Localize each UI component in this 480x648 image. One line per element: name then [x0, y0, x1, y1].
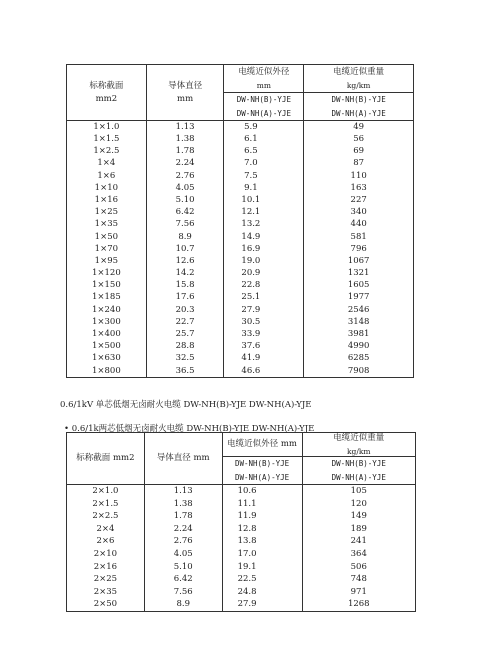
od-cell: 24.8	[222, 586, 302, 599]
diameter-cell: 36.5	[146, 365, 224, 378]
diameter-cell: 2.76	[146, 170, 224, 182]
diameter-cell: 10.7	[146, 243, 224, 255]
conductor-header: 导体直径 mm	[144, 433, 222, 485]
weight-cell: 340	[350, 207, 367, 218]
weight-unit: kg/km	[346, 447, 371, 456]
table-row	[67, 170, 414, 182]
diameter-cell: 32.5	[146, 353, 224, 365]
spec-cell: 1×25	[67, 206, 147, 218]
two-core-caption: • 0.6/1k两芯低烟无卤耐火电缆 DW-NH(B)-YJE DW-NH(A)-YJE	[64, 424, 315, 434]
spec-cell: 2×50	[67, 598, 145, 611]
table-row	[67, 231, 414, 243]
weight-cell: 4990	[347, 341, 370, 352]
spec-cell: 1×300	[67, 316, 147, 328]
spec-cell: 1×1.5	[67, 133, 147, 145]
spec-cell: 2×6	[67, 535, 145, 548]
weight-cell: 440	[350, 219, 367, 230]
spec-cell: 2×10	[67, 548, 145, 561]
weight-model-a: DW-NH(B)-YJE	[304, 93, 414, 107]
spec-cell: 2×25	[67, 573, 145, 586]
weight-cell: 110	[350, 170, 367, 181]
od-cell: 10.1	[224, 194, 304, 206]
weight-cell: 87	[353, 158, 365, 169]
weight-cell: 506	[350, 561, 367, 572]
od-cell: 9.1	[224, 182, 304, 194]
weight-cell: 189	[350, 523, 367, 534]
od-cell: 11.9	[222, 510, 302, 523]
table-row	[67, 498, 416, 511]
od-cell: 6.5	[224, 145, 304, 157]
od-cell: 17.0	[222, 548, 302, 561]
spec-cell: 1×70	[67, 243, 147, 255]
od-model-b: DW-NH(A)-YJE	[222, 471, 302, 485]
od-cell: 16.9	[224, 243, 304, 255]
od-cell: 30.5	[224, 316, 304, 328]
table-row	[67, 194, 414, 206]
spec-cell: 2×35	[67, 586, 145, 599]
section-header	[67, 65, 147, 121]
od-header	[224, 65, 304, 93]
diameter-cell: 2.76	[144, 535, 222, 548]
weight-unit: kg/km	[346, 81, 371, 90]
od-cell: 46.6	[224, 365, 304, 378]
od-cell: 33.9	[224, 328, 304, 340]
diameter-cell: 25.7	[146, 328, 224, 340]
weight-cell: 1605	[347, 280, 370, 291]
table-row	[67, 328, 414, 340]
od-cell: 12.1	[224, 206, 304, 218]
od-cell: 27.9	[222, 598, 302, 611]
weight-model-b: DW-NH(A)-YJE	[302, 471, 415, 485]
od-cell: 14.9	[224, 231, 304, 243]
table1-body	[67, 121, 414, 378]
table-row	[67, 523, 416, 536]
table-row	[67, 243, 414, 255]
table-row	[67, 340, 414, 352]
weight-cell: 1268	[347, 599, 370, 610]
weight-cell: 748	[350, 574, 367, 585]
diameter-cell: 22.7	[146, 316, 224, 328]
diameter-cell: 14.2	[146, 267, 224, 279]
od-cell: 22.5	[222, 573, 302, 586]
weight-label: 电缆近似重量	[333, 432, 385, 443]
table-row	[67, 535, 416, 548]
od-cell: 13.8	[222, 535, 302, 548]
od-cell: 37.6	[224, 340, 304, 352]
diameter-cell: 12.6	[146, 255, 224, 267]
table-row	[67, 133, 414, 145]
weight-cell: 7908	[347, 365, 370, 376]
weight-cell: 971	[350, 586, 367, 597]
two-core-cable-table	[66, 432, 416, 612]
weight-cell: 364	[350, 549, 367, 560]
weight-cell: 1977	[347, 292, 370, 303]
diameter-cell: 5.10	[146, 194, 224, 206]
table-row	[67, 548, 416, 561]
diameter-cell: 7.56	[144, 586, 222, 599]
od-cell: 13.2	[224, 219, 304, 231]
od-cell: 20.9	[224, 267, 304, 279]
table-row	[67, 182, 414, 194]
weight-cell: 227	[350, 194, 367, 205]
diameter-cell: 1.38	[146, 133, 224, 145]
weight-cell: 796	[350, 243, 367, 254]
spec-cell: 1×4	[67, 158, 147, 170]
table-row	[67, 121, 414, 134]
diameter-cell: 6.42	[146, 206, 224, 218]
weight-model-a: DW-NH(B)-YJE	[302, 457, 415, 471]
spec-cell: 1×800	[67, 365, 147, 378]
weight-cell: 105	[350, 486, 367, 497]
od-cell: 6.1	[224, 133, 304, 145]
conductor-label: 导体直径	[168, 81, 203, 91]
weight-header	[304, 65, 414, 93]
weight-cell: 581	[350, 231, 367, 242]
spec-cell: 2×2.5	[67, 510, 145, 523]
od-cell: 19.0	[224, 255, 304, 267]
od-cell: 7.0	[224, 158, 304, 170]
diameter-cell: 6.42	[144, 573, 222, 586]
diameter-cell: 2.24	[146, 158, 224, 170]
diameter-cell: 1.78	[144, 510, 222, 523]
table-row	[67, 485, 416, 498]
table-row	[67, 353, 414, 365]
od-cell: 25.1	[224, 292, 304, 304]
spec-cell: 1×35	[67, 219, 147, 231]
diameter-cell: 4.05	[146, 182, 224, 194]
spec-cell: 1×10	[67, 182, 147, 194]
weight-cell: 1067	[347, 255, 370, 266]
weight-cell: 56	[353, 134, 365, 145]
table-row	[67, 255, 414, 267]
od-label: 电缆近似外径	[238, 66, 290, 77]
spec-cell: 1×185	[67, 292, 147, 304]
spec-cell: 1×16	[67, 194, 147, 206]
od-model-a: DW-NH(B)-YJE	[222, 457, 302, 471]
table-row	[67, 510, 416, 523]
weight-header	[302, 433, 415, 457]
table-row	[67, 561, 416, 574]
od-cell: 19.1	[222, 561, 302, 574]
single-core-caption: 0.6/1kV 单芯低烟无卤耐火电缆 DW-NH(B)-YJE DW-NH(A)-YJE	[60, 400, 312, 410]
section-label: 标称截面	[89, 81, 124, 91]
spec-cell: 1×630	[67, 353, 147, 365]
weight-cell: 2546	[347, 304, 370, 315]
od-cell: 41.9	[224, 353, 304, 365]
table-row	[67, 158, 414, 170]
od-header: 电缆近似外径 mm	[222, 433, 302, 457]
od-model-b: DW-NH(A)-YJE	[224, 107, 304, 121]
weight-cell: 163	[350, 182, 367, 193]
table-row	[67, 365, 414, 378]
od-cell: 10.6	[222, 485, 302, 498]
od-cell: 7.5	[224, 170, 304, 182]
spec-cell: 1×50	[67, 231, 147, 243]
table-row	[67, 206, 414, 218]
diameter-cell: 7.56	[146, 219, 224, 231]
weight-label: 电缆近似重量	[333, 66, 385, 77]
diameter-cell: 8.9	[144, 598, 222, 611]
diameter-cell: 1.13	[144, 485, 222, 498]
table2-body	[67, 485, 416, 612]
od-cell: 12.8	[222, 523, 302, 536]
spec-cell: 1×2.5	[67, 145, 147, 157]
diameter-cell: 28.8	[146, 340, 224, 352]
weight-cell: 3981	[347, 329, 370, 340]
diameter-cell: 15.8	[146, 279, 224, 291]
od-unit: mm	[256, 81, 271, 90]
table-row	[67, 292, 414, 304]
section-unit: mm2	[95, 93, 118, 104]
diameter-cell: 8.9	[146, 231, 224, 243]
od-cell: 5.9	[224, 121, 304, 134]
table-row	[67, 586, 416, 599]
table-row	[67, 279, 414, 291]
spec-cell: 1×120	[67, 267, 147, 279]
spec-cell: 1×150	[67, 279, 147, 291]
conductor-unit: mm	[177, 93, 194, 104]
weight-cell: 3148	[347, 316, 370, 327]
spec-cell: 1×240	[67, 304, 147, 316]
od-model-a: DW-NH(B)-YJE	[224, 93, 304, 107]
spec-cell: 2×4	[67, 523, 145, 536]
spec-cell: 2×16	[67, 561, 145, 574]
conductor-header	[146, 65, 224, 121]
spec-cell: 1×1.0	[67, 121, 147, 134]
weight-cell: 120	[350, 498, 367, 509]
spec-cell: 1×400	[67, 328, 147, 340]
diameter-cell: 17.6	[146, 292, 224, 304]
od-cell: 27.9	[224, 304, 304, 316]
weight-model-b: DW-NH(A)-YJE	[304, 107, 414, 121]
single-core-cable-table	[66, 64, 414, 378]
diameter-cell: 4.05	[144, 548, 222, 561]
diameter-cell: 2.24	[144, 523, 222, 536]
table-row	[67, 145, 414, 157]
weight-cell: 69	[353, 146, 365, 157]
weight-cell: 1321	[347, 268, 370, 279]
od-cell: 11.1	[222, 498, 302, 511]
spec-cell: 2×1.5	[67, 498, 145, 511]
spec-cell: 2×1.0	[67, 485, 145, 498]
table-row	[67, 304, 414, 316]
table-row	[67, 219, 414, 231]
weight-cell: 241	[350, 536, 367, 547]
diameter-cell: 1.78	[146, 145, 224, 157]
spec-cell: 1×6	[67, 170, 147, 182]
od-cell: 22.8	[224, 279, 304, 291]
table-row	[67, 316, 414, 328]
diameter-cell: 1.38	[144, 498, 222, 511]
spec-cell: 1×500	[67, 340, 147, 352]
diameter-cell: 1.13	[146, 121, 224, 134]
diameter-cell: 5.10	[144, 561, 222, 574]
spec-cell: 1×95	[67, 255, 147, 267]
table-row	[67, 573, 416, 586]
weight-cell: 49	[353, 121, 365, 132]
section-header: 标称截面 mm2	[67, 433, 145, 485]
table-row	[67, 267, 414, 279]
weight-cell: 149	[350, 511, 367, 522]
diameter-cell: 20.3	[146, 304, 224, 316]
weight-cell: 6285	[347, 353, 370, 364]
table-row	[67, 598, 416, 611]
